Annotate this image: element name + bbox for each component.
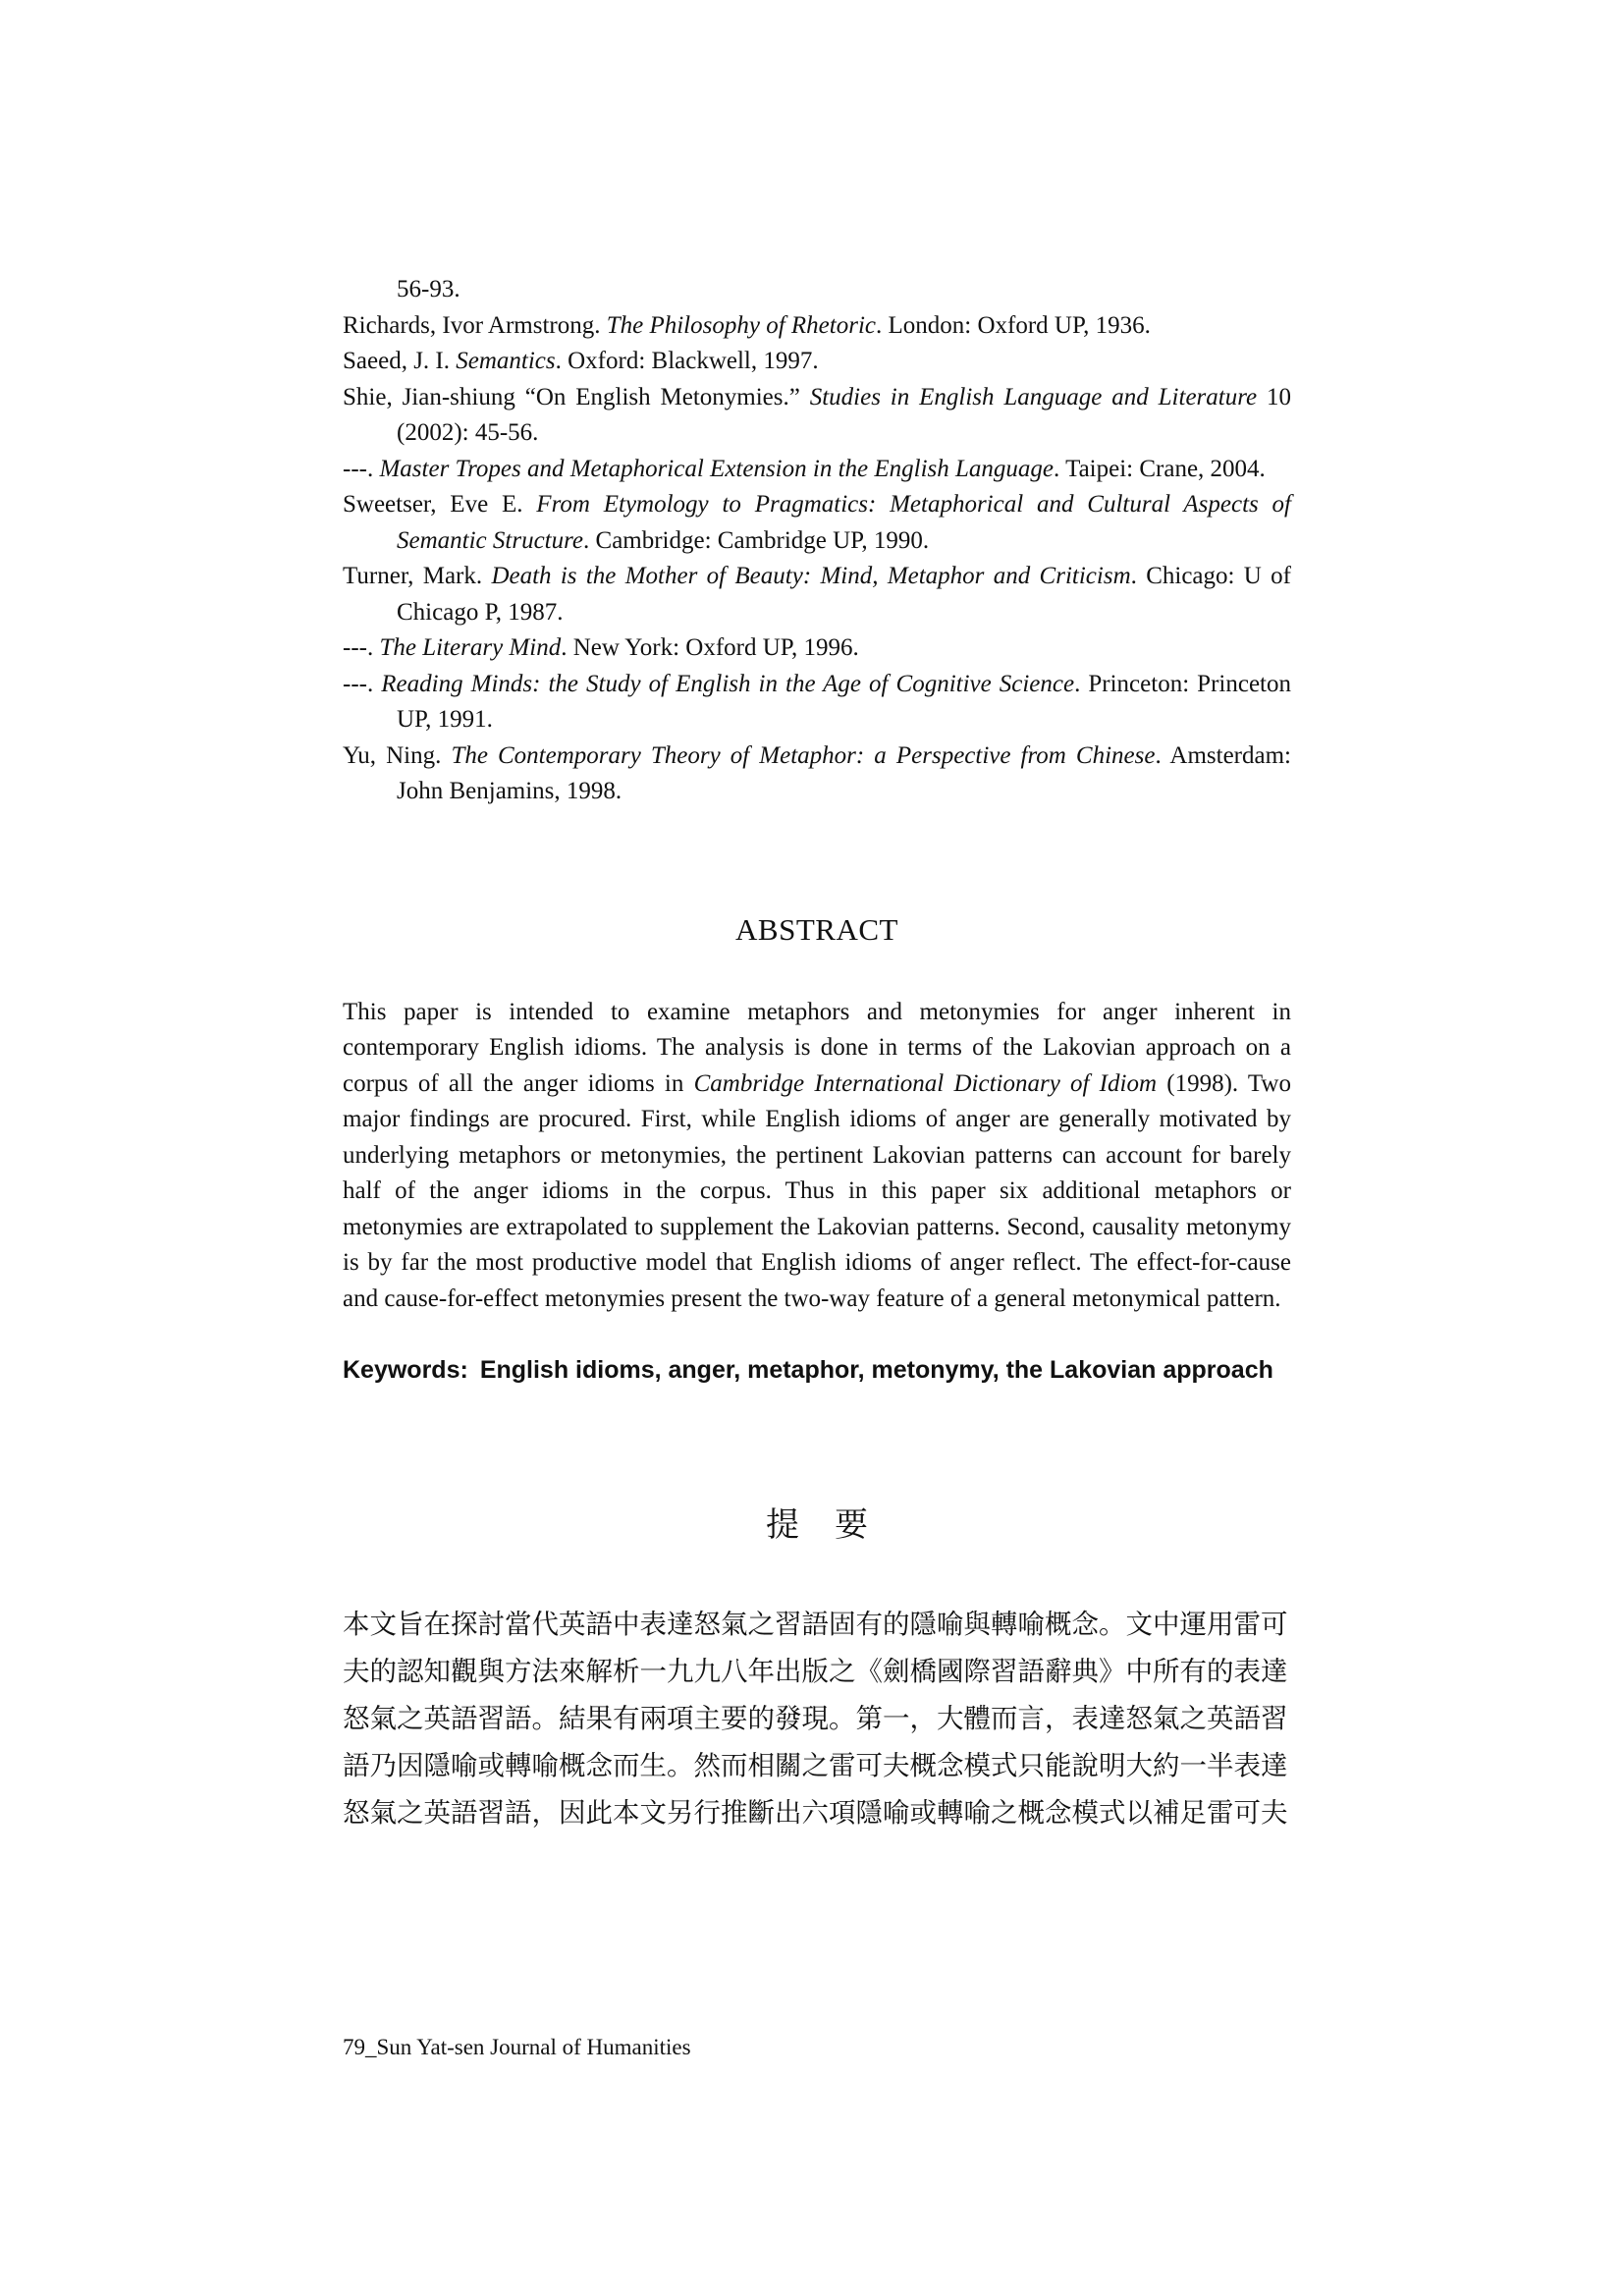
keywords-block [343, 1352, 1291, 1388]
keywords-label: Keywords: [343, 1356, 468, 1384]
text-run: 56-93. [397, 276, 460, 302]
chinese-heading-char: 提 [766, 1507, 835, 1544]
chinese-abstract-line: 怒氣之英語習語。結果有兩項主要的發現。第一，大體而言，表達怒氣之英語習 [343, 1703, 1288, 1734]
page-content [343, 272, 1291, 1836]
reference-entry [343, 487, 1291, 559]
abstract-paragraph [343, 995, 1291, 1318]
italic-title-text: From Etymology to Pragmatics: Metaphorical and Cultural Aspects of Semantic Structure [397, 491, 1291, 554]
italic-title-text: Cambridge International Dictionary of Idiom [693, 1069, 1158, 1097]
chinese-abstract-heading [343, 1498, 1291, 1546]
reference-entry [343, 559, 1291, 630]
text-run: . Oxford: Blackwell, 1997. [555, 348, 819, 374]
text-run: Richards, Ivor Armstrong. [343, 311, 607, 339]
reference-entry [343, 344, 1291, 380]
chinese-abstract-line: 怒氣之英語習語，因此本文另行推斷出六項隱喻或轉喻之概念模式以補足雷可夫 [343, 1797, 1288, 1829]
reference-entry [343, 308, 1291, 345]
text-run: ---. [343, 670, 382, 697]
italic-title-text: Death is the Mother of Beauty: Mind, Metaphor and Criticism [491, 563, 1131, 589]
text-run: 10 (2002): 45-56. [397, 383, 1291, 446]
text-run: . New York: Oxford UP, 1996. [561, 634, 859, 661]
reference-list [343, 272, 1291, 810]
text-run: Sweetser, Eve E. [343, 491, 537, 518]
text-run: . Amsterdam: John Benjamins, 1998. [397, 741, 1291, 804]
chinese-abstract-line: 語乃因隱喻或轉喻概念而生。然而相關之雷可夫概念模式只能說明大約一半表達 [343, 1750, 1288, 1781]
text-run: . London: Oxford UP, 1936. [876, 311, 1151, 339]
text-run: ---. [343, 634, 380, 661]
reference-entry [343, 380, 1291, 452]
italic-title-text: The Philosophy of Rhetoric [606, 311, 876, 339]
reference-entry [343, 667, 1291, 738]
text-run: Shie, Jian-shiung “On English Metonymies.” [343, 383, 810, 410]
text-run: . Chicago: U of Chicago P, 1987. [397, 563, 1291, 626]
text-run: Turner, Mark. [343, 563, 492, 589]
italic-title-text: Master Tropes and Metaphorical Extension in the English Language [379, 455, 1055, 482]
reference-entry [343, 272, 1291, 308]
page-footer: 79_Sun Yat-sen Journal of Humanities [343, 2035, 691, 2059]
text-run: . Taipei: Crane, 2004. [1054, 455, 1266, 482]
text-run: This paper is intended to examine metaphors and metonymies for anger inherent in contemporary English idioms. The analysis is done in terms of the Lakovian approach on a corpus of all the anger idioms in [343, 998, 1291, 1097]
reference-entry [343, 630, 1291, 667]
chinese-abstract-paragraph [343, 1601, 1291, 1836]
text-run: ---. [343, 455, 380, 482]
italic-title-text: Studies in English Language and Literature [809, 383, 1258, 410]
keywords-text: English idioms, anger, metaphor, metonymy, the Lakovian approach [479, 1356, 1273, 1384]
abstract-heading: ABSTRACT [735, 911, 898, 947]
italic-title-text: The Contemporary Theory of Metaphor: a Perspective from Chinese [451, 741, 1156, 769]
chinese-heading-char: 要 [835, 1507, 868, 1544]
text-run: (1998). Two major findings are procured. First, while English idioms of anger are generally motivated by underlying metaphors or metonymies, the pertinent Lakovian patterns can account for barely half of the anger idioms in the corpus. Thus in this paper six additional metaphors or metonymies are extrapolated to supplement the Lakovian patterns. Second, causality metonymy is by far the most productive model that English idioms of anger reflect. The effect-for-cause and cause-for-effect metonymies present the two-way feature of a general metonymical pattern. [343, 1069, 1291, 1312]
italic-title-text: The Literary Mind [379, 634, 562, 661]
reference-entry [343, 452, 1291, 488]
italic-title-text: Reading Minds: the Study of English in the Age of Cognitive Science [381, 670, 1075, 697]
reference-entry [343, 738, 1291, 810]
text-run: Yu, Ning. [343, 741, 452, 769]
chinese-abstract-line: 夫的認知觀與方法來解析一九九八年出版之《劍橋國際習語辭典》中所有的表達 [343, 1656, 1288, 1687]
text-run: . Cambridge: Cambridge UP, 1990. [583, 526, 930, 554]
text-run: . Princeton: Princeton UP, 1991. [397, 670, 1291, 733]
italic-title-text: Semantics [456, 348, 556, 374]
chinese-abstract-line: 本文旨在探討當代英語中表達怒氣之習語固有的隱喻與轉喻概念。文中運用雷可 [343, 1609, 1288, 1640]
text-run: Saeed, J. I. [343, 348, 457, 374]
